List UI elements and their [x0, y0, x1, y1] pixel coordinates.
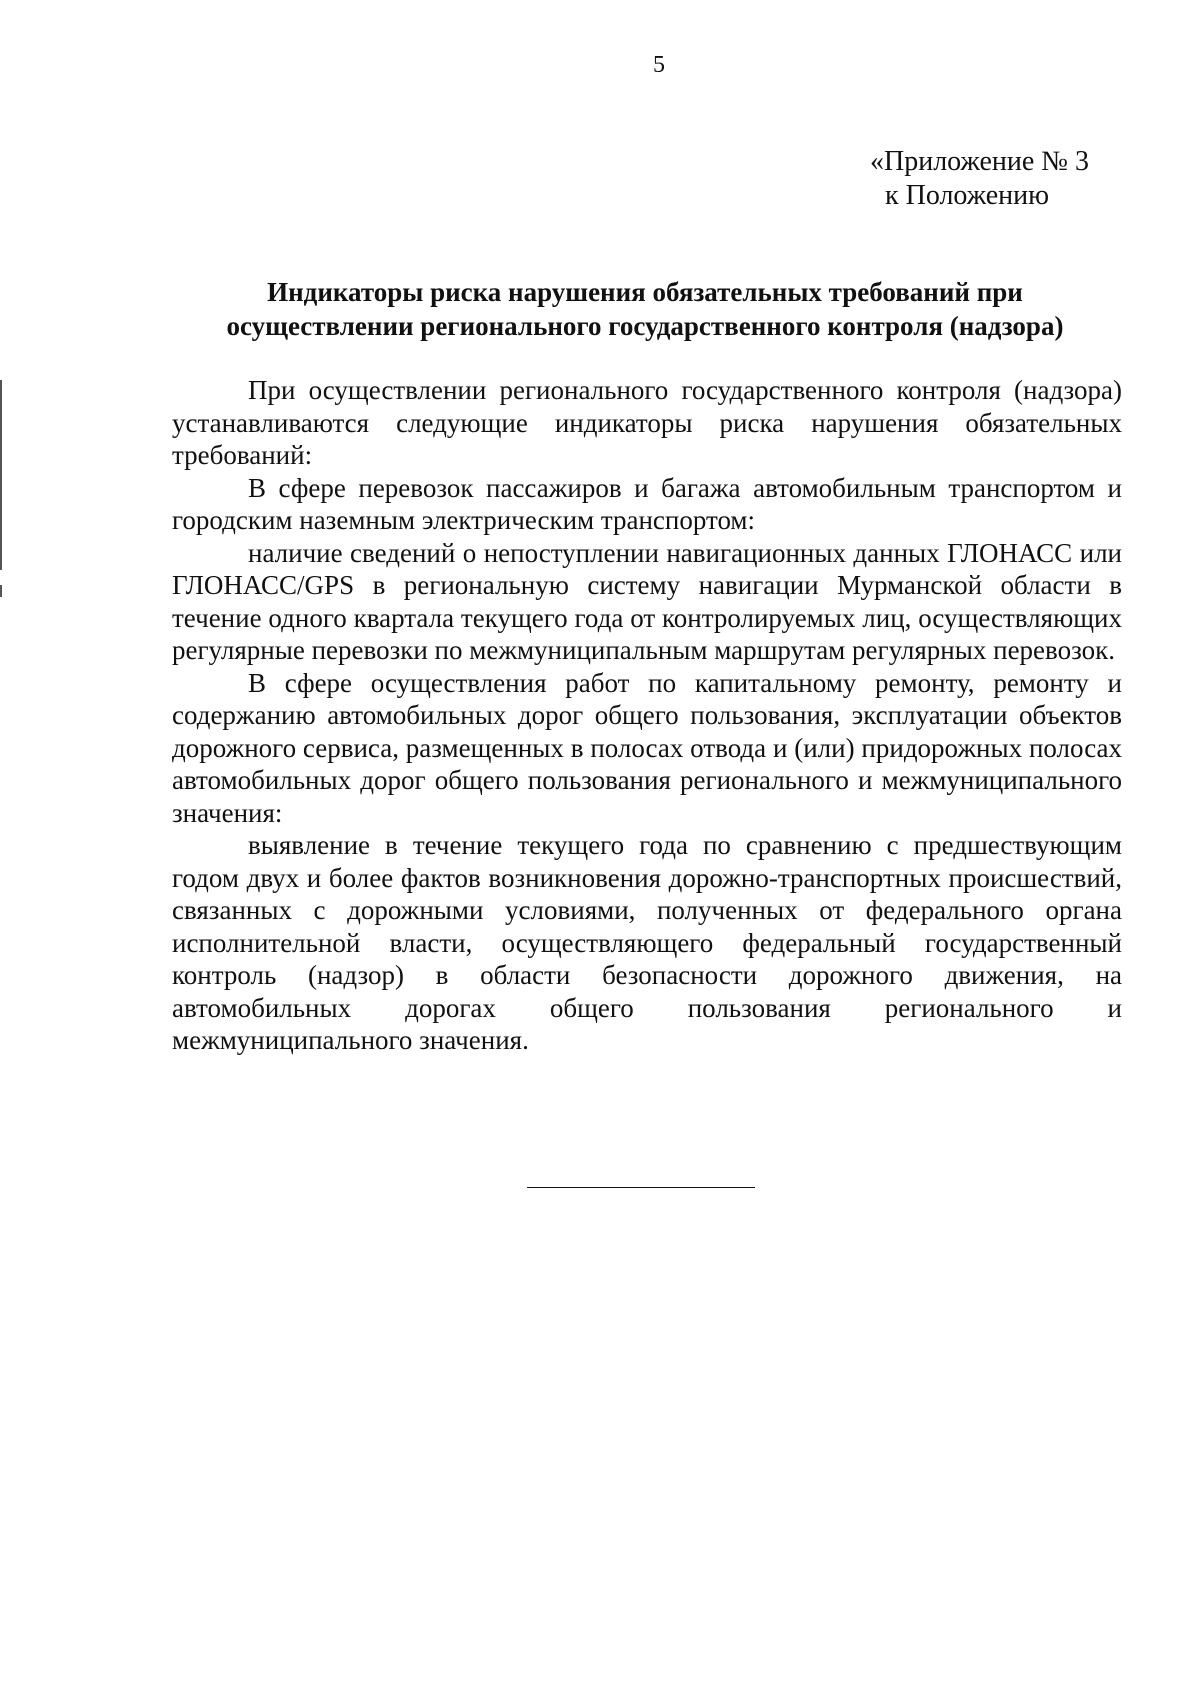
document-heading	[170, 275, 1120, 343]
paragraph-transport-sphere: В сфере перевозок пассажиров и багажа автомобильным транспортом и городским наземным электрическим транспортом:	[172, 472, 1122, 535]
paragraph-roads-sphere: В сфере осуществления работ по капитальному ремонту, ремонту и содержанию автомобильных дорог общего пользования, эксплуатации объектов дорожного сервиса, размещенных в полосах отвода и (или) придорожных полосах автомобильных дорог общего пользования регионального и межмуниципального значения:	[172, 667, 1122, 828]
appendix-reference	[870, 145, 1170, 213]
paragraph-intro: При осуществлении регионального государственного контроля (надзора) устанавливаются следующие индикаторы риска нарушения обязательных требований:	[172, 375, 1122, 470]
scan-edge-mark	[0, 585, 2, 597]
document-body	[172, 374, 1122, 1057]
scan-edge-mark	[0, 380, 2, 570]
paragraph-accidents-indicator: выявление в течение текущего года по сравнению с предшествующим годом двух и более фактов возникновения дорожно-транспортных происшествий, связанных с дорожными условиями, полученных от федерального органа исполнительной власти, осуществляющего федеральный государственный контроль (надзор) в области безопасности дорожного движения, на автомобильных дорогах общего пользования регионального и межмуниципального значения.	[172, 830, 1122, 1055]
heading-line-2: осуществлении регионального государственного контроля (надзора)	[226, 311, 1064, 341]
appendix-line-2: к Положению	[885, 180, 1050, 211]
heading-line-1: Индикаторы риска нарушения обязательных требований при	[267, 277, 1023, 307]
page-number: 5	[653, 52, 665, 78]
paragraph-glonass-indicator: наличие сведений о непоступлении навигационных данных ГЛОНАСС или ГЛОНАСС/GPS в региональную систему навигации Мурманской области в течение одного квартала текущего года от контролируемых лиц, осуществляющих регулярные перевозки по межмуниципальным маршрутам регулярных перевозок.	[172, 537, 1122, 665]
closing-rule	[527, 1187, 755, 1188]
appendix-line-1: «Приложение № 3	[870, 146, 1089, 177]
